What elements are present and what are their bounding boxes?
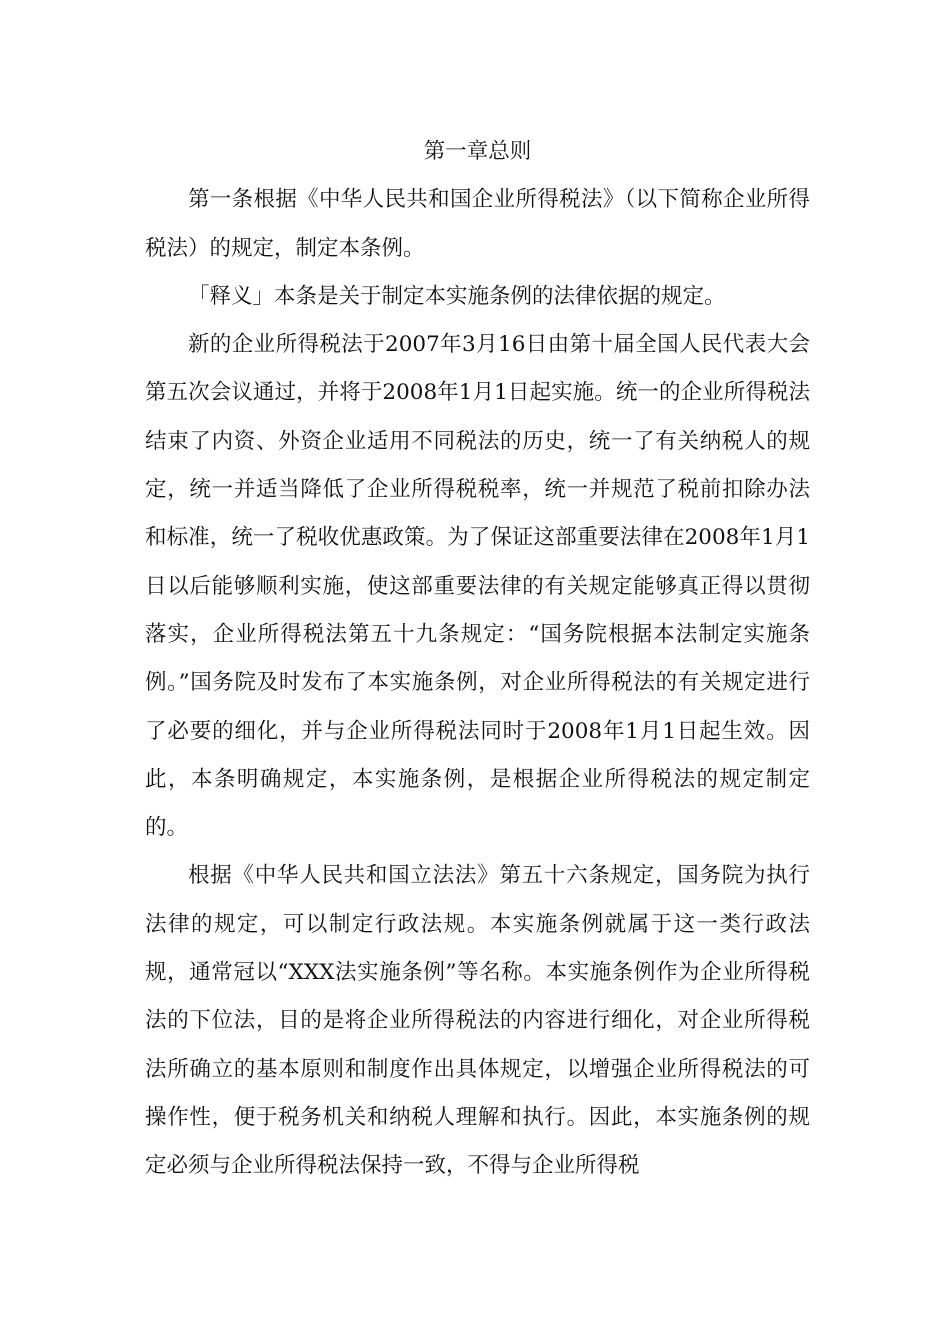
paragraph-legislation-law: 根据《中华人民共和国立法法》第五十六条规定，国务院为执行法律的规定，可以制定行政法规。本实施条例就属于这一类行政法规，通常冠以“XXX法实施条例”等名称。本实施条例作为企业所得税法的下位法，目的是将企业所得税法的内容进行细化，对企业所得税法所确立的基本原则和制度作出具体规定，以增强企业所得税法的可操作性，便于税务机关和纳税人理解和执行。因此，本实施条例的规定必须与企业所得税法保持一致，不得与企业所得税 (145, 863, 810, 1179)
chapter-title: 第一章总则 (423, 139, 532, 164)
paragraph-background: 新的企业所得税法于2007年3月16日由第十届全国人民代表大会第五次会议通过，并将于2008年1月1日起实施。统一的企业所得税法结束了内资、外资企业适用不同税法的历史，统一了有关纳税人的规定，统一并适当降低了企业所得税税率，统一并规范了税前扣除办法和标准，统一了税收优惠政策。为了保证这部重要法律在2008年1月1日以后能够顺利实施，使这部重要法律的有关规定能够真正得以贯彻落实，企业所得税法第五十九条规定：“国务院根据本法制定实施条例。”国务院及时发布了本实施条例，对企业所得税法的有关规定进行了必要的细化，并与企业所得税法同时于2008年1月1日起生效。因此，本条明确规定，本实施条例，是根据企业所得税法的规定制定的。 (145, 332, 810, 841)
paragraph-article-1: 第一条根据《中华人民共和国企业所得税法》（以下简称企业所得税法）的规定，制定本条例。 (145, 187, 810, 261)
document-body (145, 128, 810, 1191)
paragraph-interpretation: 「释义」本条是关于制定本实施条例的法律依据的规定。 (188, 283, 726, 309)
